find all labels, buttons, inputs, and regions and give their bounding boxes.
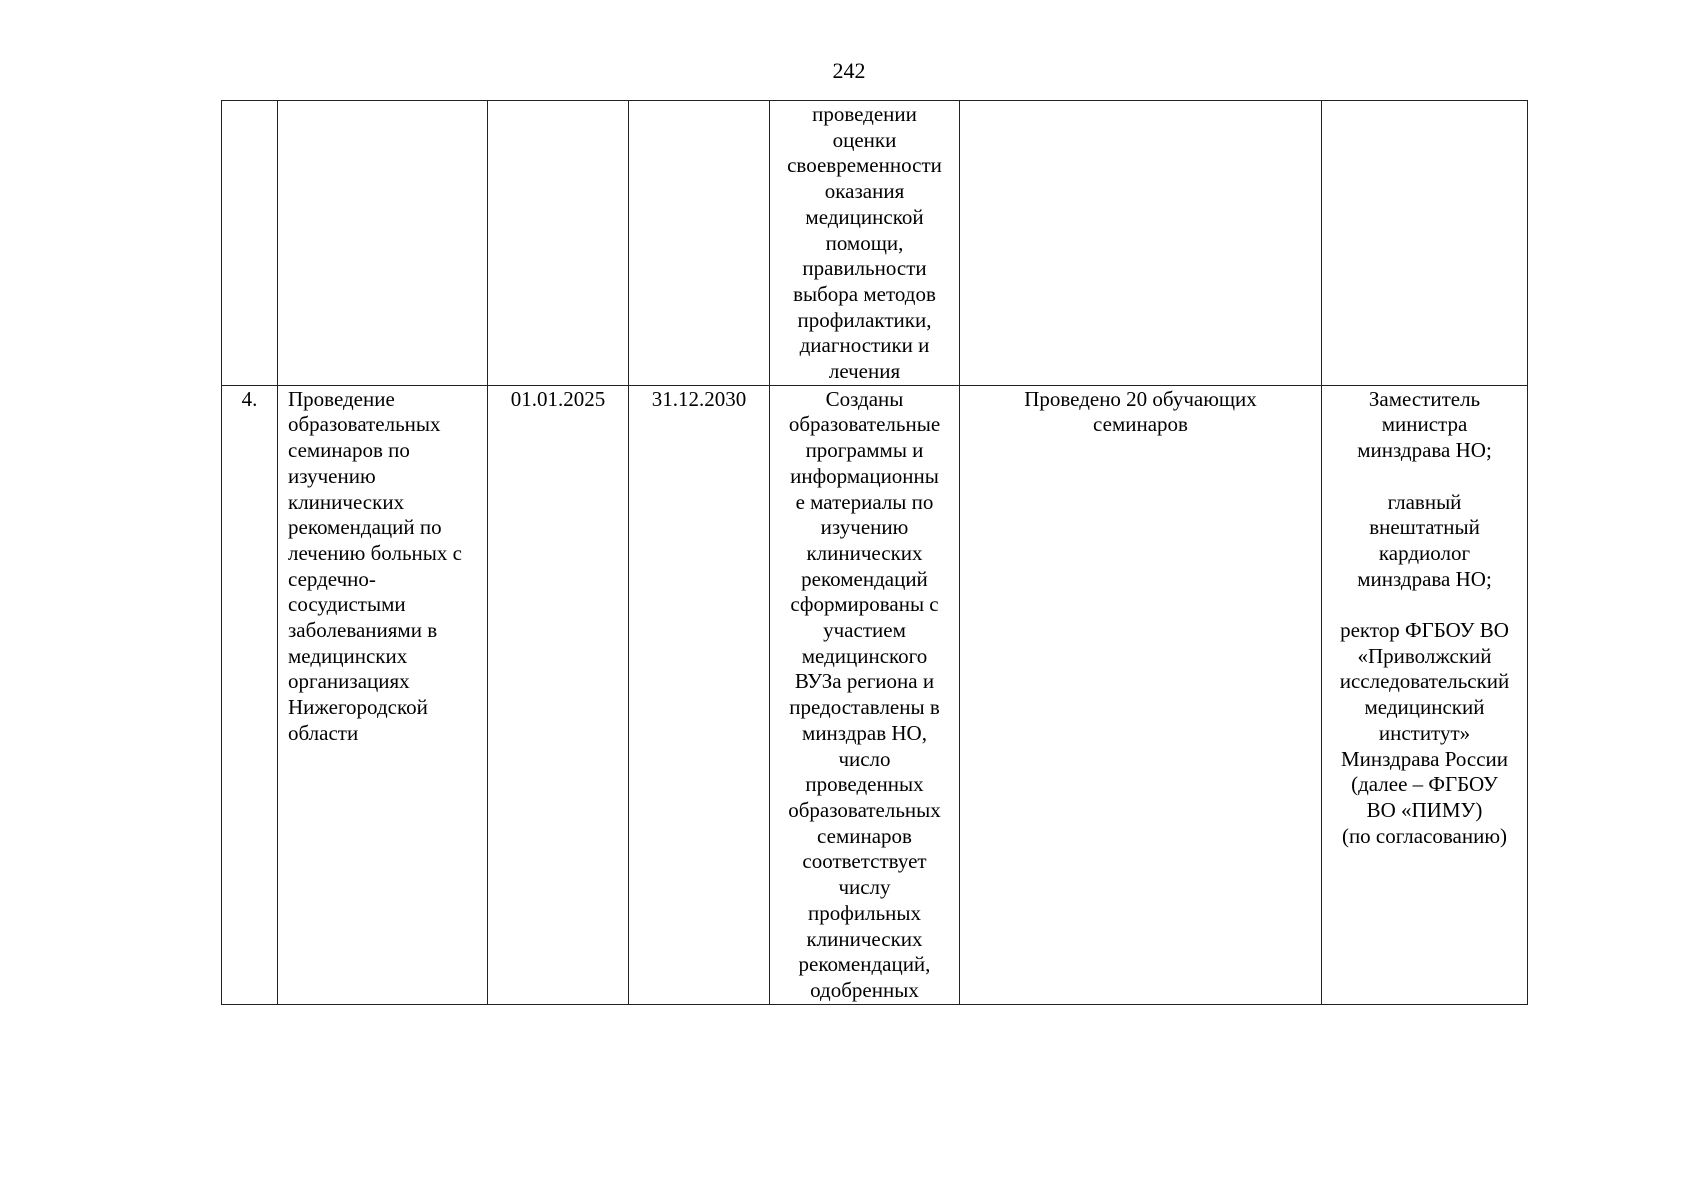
- text-line: медицинской: [805, 204, 924, 229]
- text-line: клинических: [806, 926, 923, 951]
- text-line: ректор ФГБОУ ВО: [1340, 618, 1509, 643]
- text-line: изучению: [288, 463, 376, 488]
- text-line: организациях: [288, 669, 410, 694]
- text-line: семинаров по: [288, 438, 410, 463]
- responsible-text: [1322, 386, 1527, 850]
- cell-indicator: [960, 101, 1322, 386]
- text-line: числу: [838, 875, 891, 900]
- text-line: рекомендаций,: [798, 952, 931, 977]
- blank-line: [1328, 592, 1521, 618]
- text-line: рекомендаций по: [288, 515, 442, 540]
- text-line: ВО «ПИМУ): [1366, 797, 1483, 822]
- text-line: исследовательский: [1339, 669, 1510, 694]
- cell-result: [770, 101, 960, 386]
- cell-result: [770, 385, 960, 1004]
- table-row-continuation: [222, 101, 1528, 386]
- text-line: правильности: [802, 256, 927, 281]
- cell-responsible: [1322, 101, 1528, 386]
- text-line: число: [838, 746, 891, 771]
- text-line: программы и: [805, 438, 924, 463]
- row-number: 4.: [241, 386, 258, 411]
- text-line: семинаров: [817, 823, 912, 848]
- text-line: изучению: [820, 515, 909, 540]
- text-line: лечения: [828, 359, 901, 384]
- text-line: оценки: [832, 127, 897, 152]
- text-line: профильных: [808, 900, 921, 925]
- text-line: (далее – ФГБОУ: [1351, 772, 1498, 797]
- cell-indicator: [960, 385, 1322, 1004]
- cell-number: [222, 385, 278, 1004]
- text-line: медицинских: [288, 643, 408, 668]
- text-line: информационны: [790, 463, 939, 488]
- cell-end-date: [629, 101, 770, 386]
- text-line: оказания: [824, 179, 905, 204]
- cell-start-date: [488, 385, 629, 1004]
- text-line: образовательные: [788, 412, 941, 437]
- text-line: диагностики и: [799, 333, 930, 358]
- text-line: лечению больных с: [288, 540, 462, 565]
- text-line: своевременности: [787, 153, 942, 178]
- text-line: «Приволжский: [1357, 643, 1492, 668]
- text-line: профилактики,: [797, 307, 932, 332]
- cell-number: [222, 101, 278, 386]
- text-line: сформированы с: [790, 592, 939, 617]
- text-line: Проведение: [288, 386, 395, 411]
- text-line: выбора методов: [793, 281, 936, 306]
- text-line: минздрава НО;: [1357, 438, 1492, 463]
- text-line: проведении: [812, 102, 917, 126]
- text-line: минздрав НО,: [802, 720, 927, 745]
- text-line: соответствует: [802, 849, 927, 874]
- indicator-text: [960, 386, 1321, 438]
- text-line: клинических: [806, 540, 923, 565]
- text-line: минздрава НО;: [1357, 566, 1492, 591]
- text-line: семинаров: [1093, 412, 1188, 437]
- text-line: сердечно-: [288, 566, 376, 591]
- text-line: одобренных: [810, 977, 919, 1002]
- text-line: участием: [823, 618, 906, 643]
- text-line: ВУЗа региона и: [794, 669, 935, 694]
- cell-responsible: [1322, 385, 1528, 1004]
- text-line: области: [288, 720, 359, 745]
- text-line: проведенных: [805, 772, 924, 797]
- text-line: образовательных: [288, 412, 441, 437]
- text-line: образовательных: [788, 797, 941, 822]
- text-line: помощи,: [825, 230, 904, 255]
- page-number: 242: [832, 58, 866, 83]
- cell-name: [278, 385, 488, 1004]
- text-line: министра: [1381, 412, 1468, 437]
- blank-line: [1328, 464, 1521, 490]
- cell-end-date: [629, 385, 770, 1004]
- text-line: медицинский: [1364, 695, 1485, 720]
- text-line: заболеваниями в: [288, 618, 438, 643]
- text-line: институт»: [1378, 720, 1471, 745]
- cell-start-date: [488, 101, 629, 386]
- text-line: внештатный: [1369, 515, 1480, 540]
- table-row-4: [222, 385, 1528, 1004]
- text-line: предоставлены в: [789, 695, 940, 720]
- text-line: медицинского: [801, 643, 928, 668]
- text-line: Нижегородской: [288, 695, 428, 720]
- text-line: Заместитель: [1368, 386, 1481, 411]
- text-line: е материалы по: [795, 489, 934, 514]
- text-line: Созданы: [825, 386, 904, 411]
- text-line: (по согласованию): [1341, 823, 1508, 848]
- text-line: сосудистыми: [288, 592, 406, 617]
- result-text: [770, 101, 959, 385]
- text-line: кардиолог: [1378, 540, 1471, 565]
- text-line: главный: [1387, 489, 1462, 514]
- measure-name: [278, 386, 487, 747]
- text-line: Минздрава России: [1340, 746, 1509, 771]
- text-line: Проведено 20 обучающих: [1024, 386, 1257, 411]
- result-text: [770, 386, 959, 1004]
- plan-table: [221, 100, 1528, 1005]
- cell-name: [278, 101, 488, 386]
- start-date: 01.01.2025: [510, 386, 606, 411]
- text-line: клинических: [288, 489, 405, 514]
- end-date: 31.12.2030: [651, 386, 747, 411]
- text-line: рекомендаций: [801, 566, 928, 591]
